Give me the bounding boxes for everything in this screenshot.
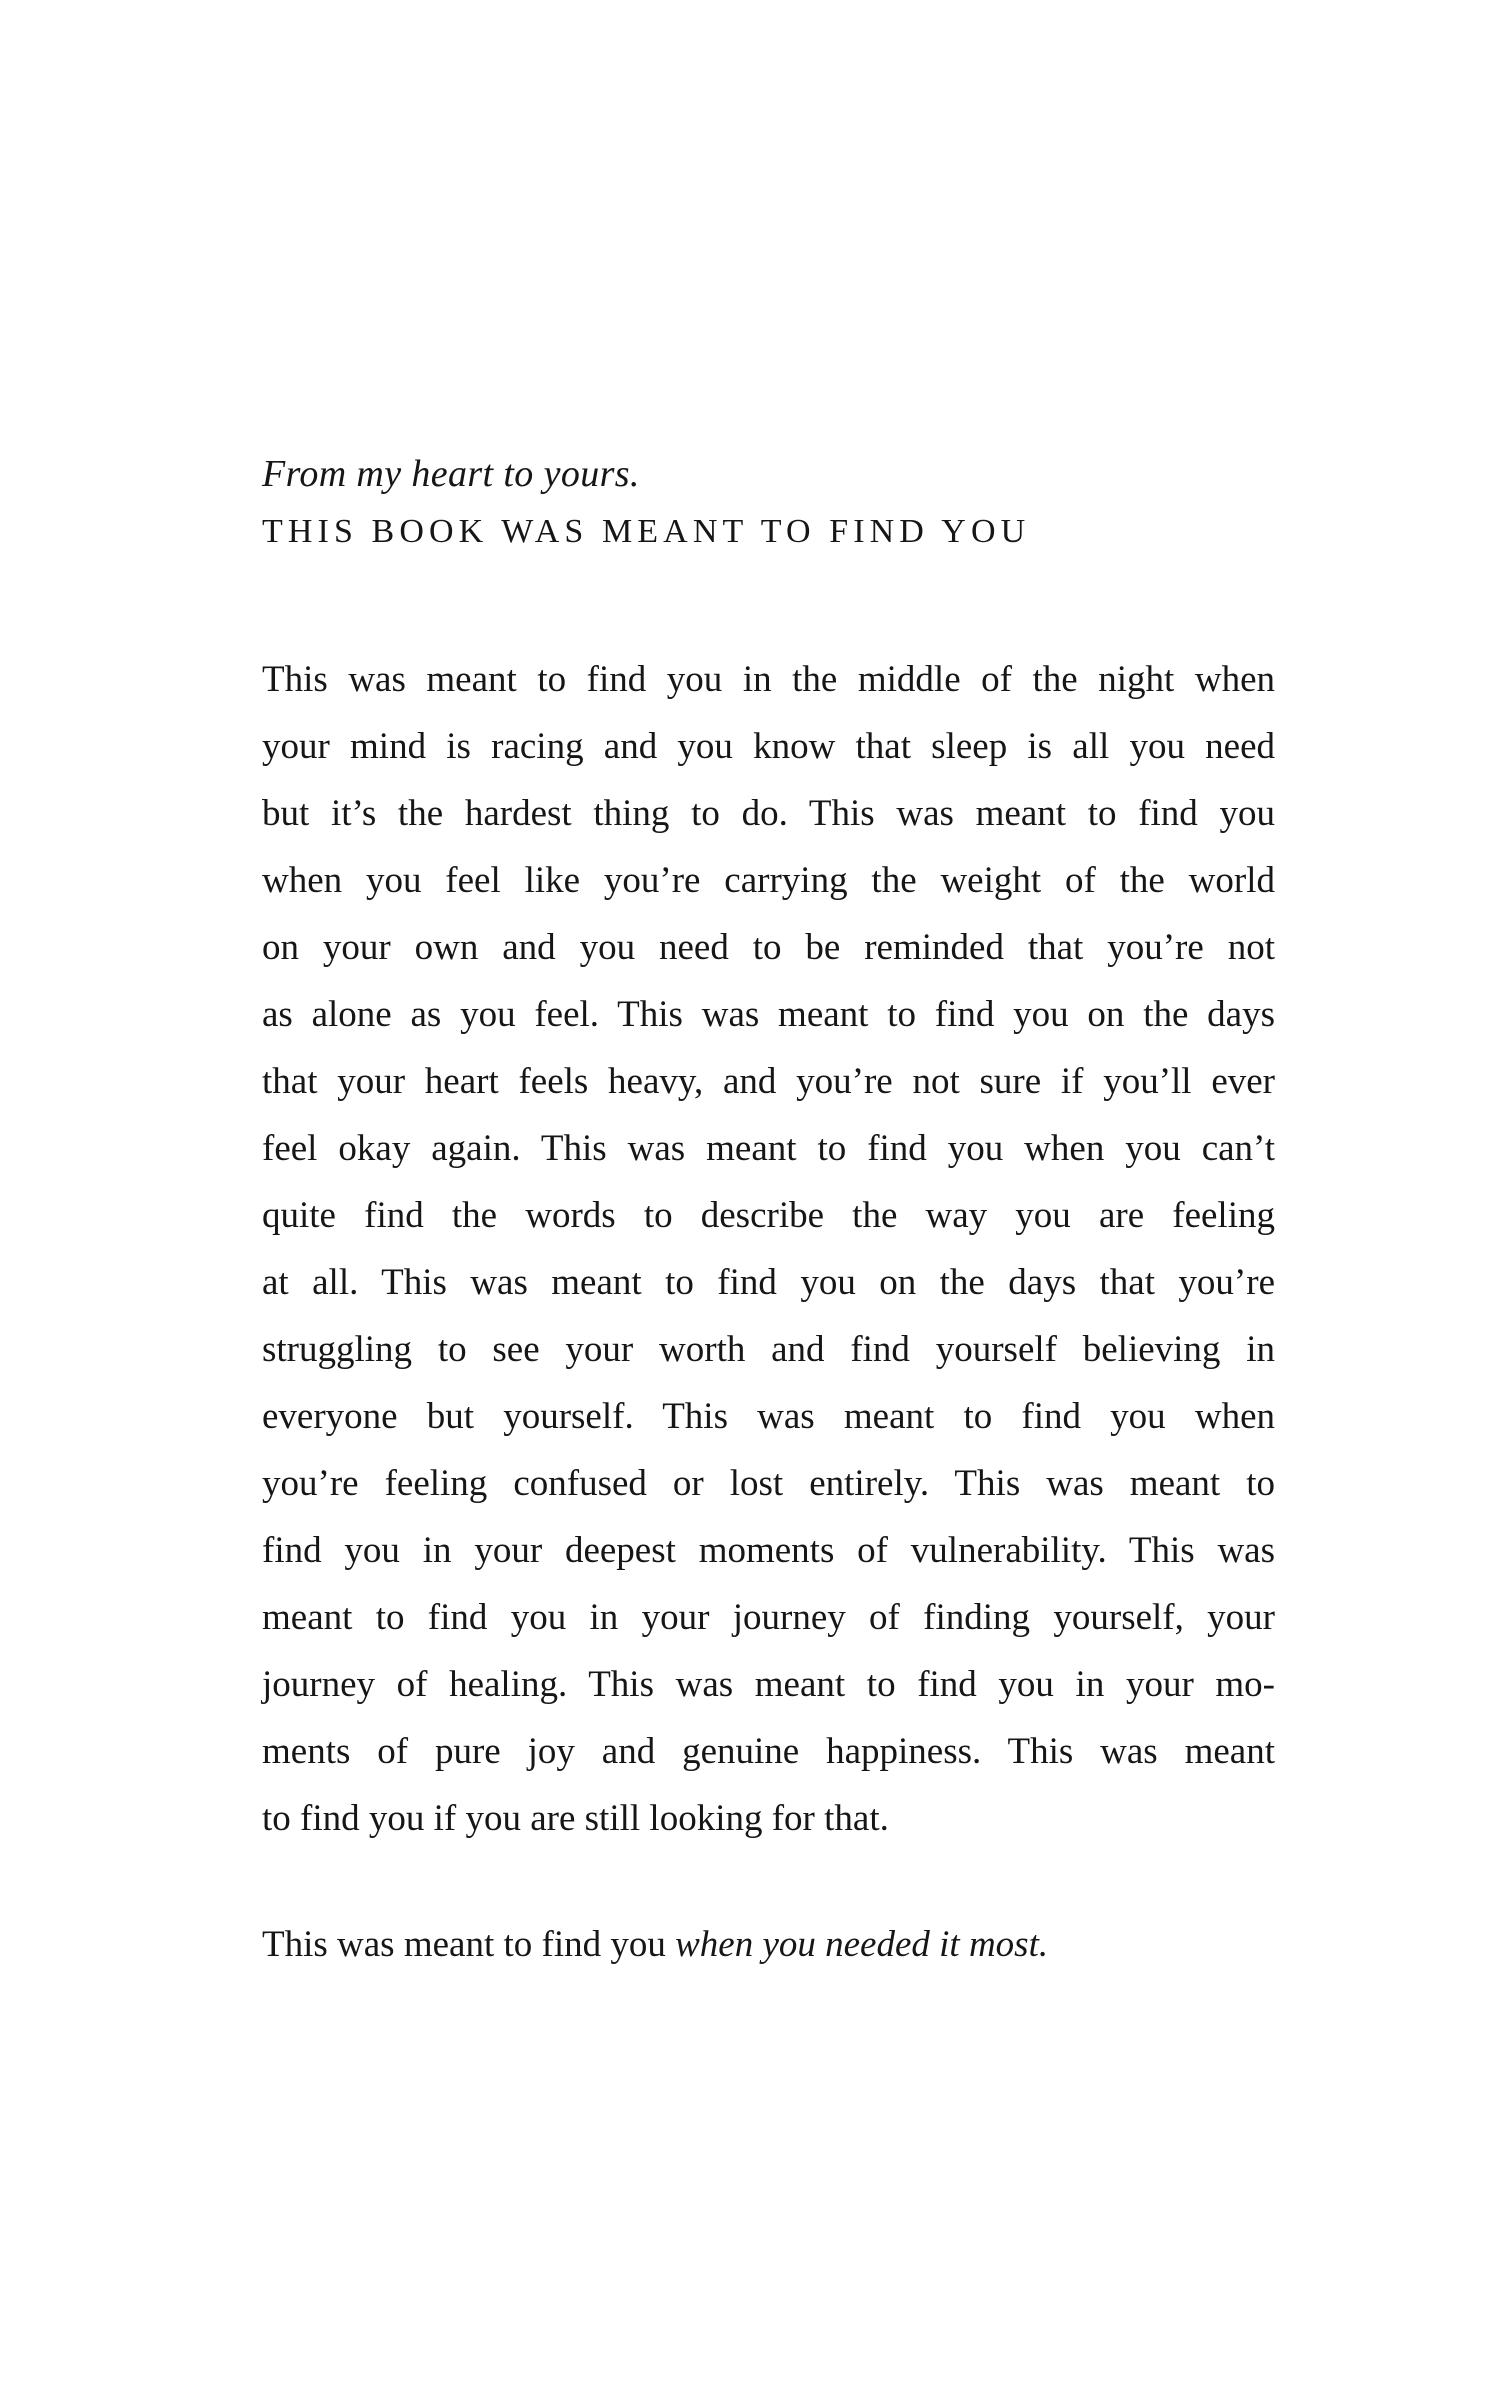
paragraph-line: you’re feeling confused or lost entirely. This was meant to [262,1463,1275,1504]
paragraph-line: when you feel like you’re carrying the weight of the world [262,860,1275,901]
closing-italic-text: when you needed it most. [675,1924,1049,1965]
paragraph-line: quite find the words to describe the way you are feeling [262,1195,1275,1236]
paragraph-line: struggling to see your worth and find yourself believing in [262,1329,1275,1370]
paragraph-line: your mind is racing and you know that sleep is all you need [262,726,1275,767]
paragraph-line: to find you if you are still looking for that. [262,1798,889,1839]
closing-line [262,1911,1275,1978]
closing-roman-text: This was meant to find you [262,1924,676,1965]
paragraph-line: journey of healing. This was meant to find you in your mo- [262,1664,1275,1705]
paragraph-line: everyone but yourself. This was meant to find you when [262,1396,1275,1437]
dedication-line: From my heart to yours. [262,453,640,495]
text-block [262,445,1275,1978]
paragraph-line: meant to find you in your journey of finding yourself, your [262,1597,1275,1638]
paragraph-line: feel okay again. This was meant to find you when you can’t [262,1128,1275,1169]
paragraph-line: This was meant to find you in the middle of the night when [262,659,1275,700]
chapter-title: THIS BOOK WAS MEANT TO FIND YOU [262,513,1031,550]
body-paragraph [262,646,1275,1852]
paragraph-line: that your heart feels heavy, and you’re not sure if you’ll ever [262,1061,1275,1102]
paragraph-line: at all. This was meant to find you on the days that you’re [262,1262,1275,1303]
paragraph-line: but it’s the hardest thing to do. This was meant to find you [262,793,1275,834]
paragraph-line: as alone as you feel. This was meant to find you on the days [262,994,1275,1035]
paragraph-line: on your own and you need to be reminded that you’re not [262,927,1275,968]
paragraph-line: find you in your deepest moments of vulnerability. This was [262,1530,1275,1571]
paragraph-line: ments of pure joy and genuine happiness. This was meant [262,1731,1275,1772]
